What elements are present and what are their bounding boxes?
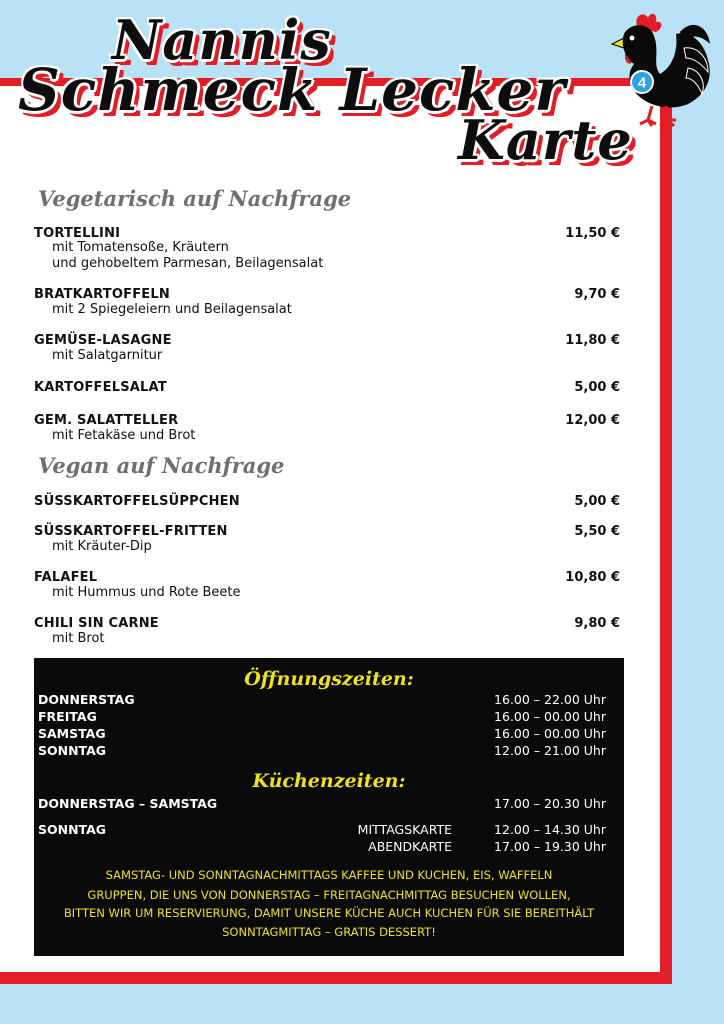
menu-item-price: 10,80 € [565,570,620,585]
menu-item-name: KARTOFFELSALAT [34,380,167,395]
menu-item-desc: mit Fetakäse und Brot [52,428,196,443]
menu-item-name: BRATKARTOFFELN [34,287,170,302]
info-note: SAMSTAG- UND SONNTAGNACHMITTAGS KAFFEE UND KUCHEN, EIS, WAFFELN [105,868,553,882]
menu-item-desc: mit Brot [52,631,105,646]
lunch-menu-hours: 12.00 – 14.30 Uhr [494,822,606,837]
menu-item-price: 9,80 € [574,616,620,631]
menu-item-name: SÜSSKARTOFFELSÜPPCHEN [34,494,240,509]
section-title-vegan: Vegan auf Nachfrage [38,453,285,478]
menu-item-price: 5,00 € [574,380,620,395]
menu-item-name: FALAFEL [34,570,98,585]
menu-item-price: 9,70 € [574,287,620,302]
badge-number: 4 [637,74,647,92]
title-line-3: Karte [458,108,633,172]
opening-day: FREITAG [38,709,97,724]
evening-menu-label: ABENDKARTE [368,839,452,854]
menu-item-desc: mit Kräuter-Dip [52,539,152,554]
opening-day: SAMSTAG [38,726,106,741]
menu-item-desc: mit Salatgarnitur [52,348,163,363]
menu-item-price: 5,00 € [574,494,620,509]
opening-hours: 16.00 – 22.00 Uhr [494,692,606,707]
lunch-menu-label: MITTAGSKARTE [357,822,452,837]
menu-item-desc: mit Hummus und Rote Beete [52,585,241,600]
opening-hours-title: Öffnungszeiten: [244,668,414,690]
opening-hours: 12.00 – 21.00 Uhr [494,743,606,758]
menu-item-price: 5,50 € [574,524,620,539]
menu-item-desc: mit 2 Spiegeleiern und Beilagensalat [52,302,292,317]
kitchen-day: DONNERSTAG – SAMSTAG [38,796,218,811]
menu-item-name: GEM. SALATTELLER [34,413,179,428]
menu-item-price: 11,50 € [565,226,620,241]
menu-item-price: 11,80 € [565,333,620,348]
evening-menu-hours: 17.00 – 19.30 Uhr [494,839,606,854]
info-note: BITTEN WIR UM RESERVIERUNG, DAMIT UNSERE KÜCHE AUCH KUCHEN FÜR SIE BEREITHÄLT [63,906,595,920]
info-box [34,658,624,956]
menu-item-name: GEMÜSE-LASAGNE [34,333,172,348]
menu-item-name: CHILI SIN CARNE [34,616,159,631]
opening-hours: 16.00 – 00.00 Uhr [494,709,606,724]
kitchen-hours-title: Küchenzeiten: [252,770,406,792]
section-title-vegetarian: Vegetarisch auf Nachfrage [38,186,352,211]
title-line-1: Nannis [112,8,332,72]
rooster-icon [604,8,714,132]
kitchen-day-sunday: SONNTAG [38,822,107,837]
title-line-2: Schmeck Lecker [18,56,566,124]
menu-item-price: 12,00 € [565,413,620,428]
opening-hours: 16.00 – 00.00 Uhr [494,726,606,741]
menu-item-name: SÜSSKARTOFFEL-FRITTEN [34,524,228,539]
menu-item-name: TORTELLINI [34,226,121,241]
kitchen-hours: 17.00 – 20.30 Uhr [494,796,606,811]
opening-day: SONNTAG [38,743,107,758]
info-note: GRUPPEN, DIE UNS VON DONNERSTAG – FREITAGNACHMITTAG BESUCHEN WOLLEN, [87,888,571,902]
menu-item-desc: mit Tomatensoße, Kräutern und gehobeltem Parmesan, Beilagensalat [52,240,324,271]
opening-day: DONNERSTAG [38,692,135,707]
info-note: SONNTAGMITTAG – GRATIS DESSERT! [222,925,436,939]
